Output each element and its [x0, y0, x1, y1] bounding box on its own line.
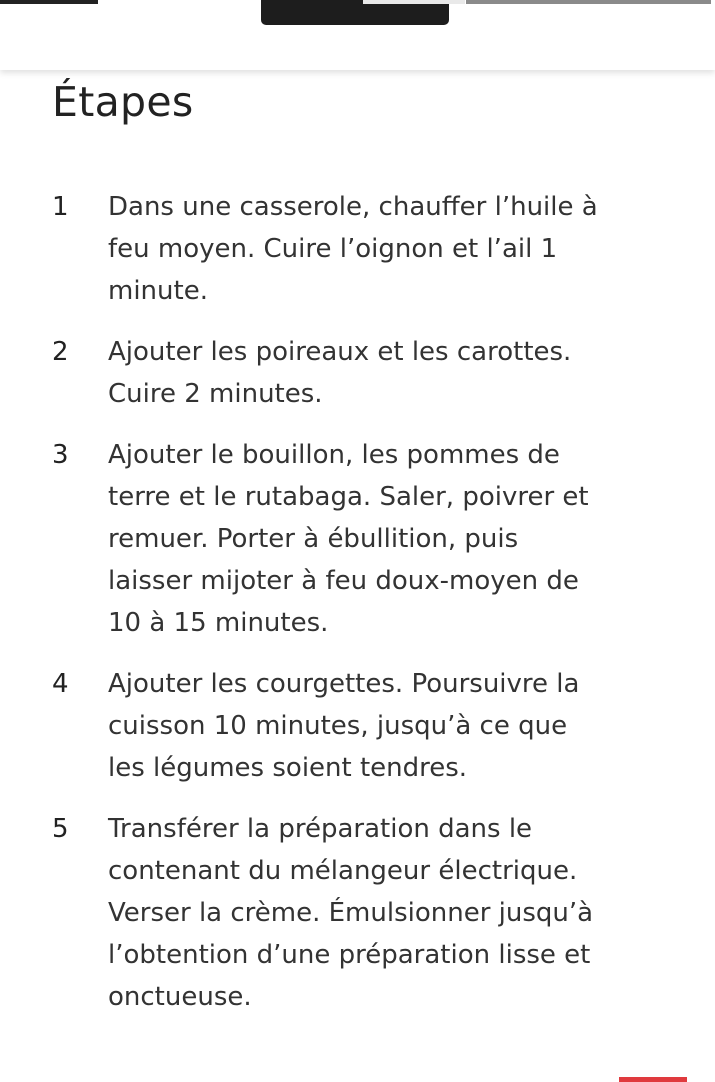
step-text: Ajouter les courgettes. Poursuivre la cuisson 10 minutes, jusqu’à ce que les légumes soient tendres.: [108, 669, 580, 783]
step-text: Ajouter le bouillon, les pommes de terre et le rutabaga. Saler, poivrer et remuer. Porter à ébullition, puis laisser mijoter à feu doux-moyen de 10 à 15 minutes.: [108, 440, 589, 638]
step-item: [52, 331, 612, 415]
steps-list: [52, 186, 612, 1037]
accent-bar: [619, 1077, 687, 1082]
step-number: 3: [52, 440, 69, 470]
step-text: Dans une casserole, chauffer l’huile à feu moyen. Cuire l’oignon et l’ail 1 minute.: [108, 192, 598, 306]
step-text: Transférer la préparation dans le contenant du mélangeur électrique. Verser la crème. Émulsionner jusqu’à l’obtention d’une préparation lisse et onctueuse.: [108, 814, 594, 1012]
nav-tab-button[interactable]: [261, 0, 449, 25]
nav-indicator-right: [466, 0, 711, 4]
nav-indicator-left: [0, 0, 98, 4]
step-item: [52, 808, 612, 1018]
nav-tab-indicator: [363, 0, 465, 4]
top-navigation-bar: [0, 0, 715, 70]
step-number: 1: [52, 192, 69, 222]
step-number: 5: [52, 814, 69, 844]
step-item: [52, 663, 612, 789]
step-number: 4: [52, 669, 69, 699]
step-number: 2: [52, 337, 69, 367]
step-item: [52, 434, 612, 644]
section-title: Étapes: [52, 78, 194, 126]
step-text: Ajouter les poireaux et les carottes. Cuire 2 minutes.: [108, 337, 572, 409]
step-item: [52, 186, 612, 312]
